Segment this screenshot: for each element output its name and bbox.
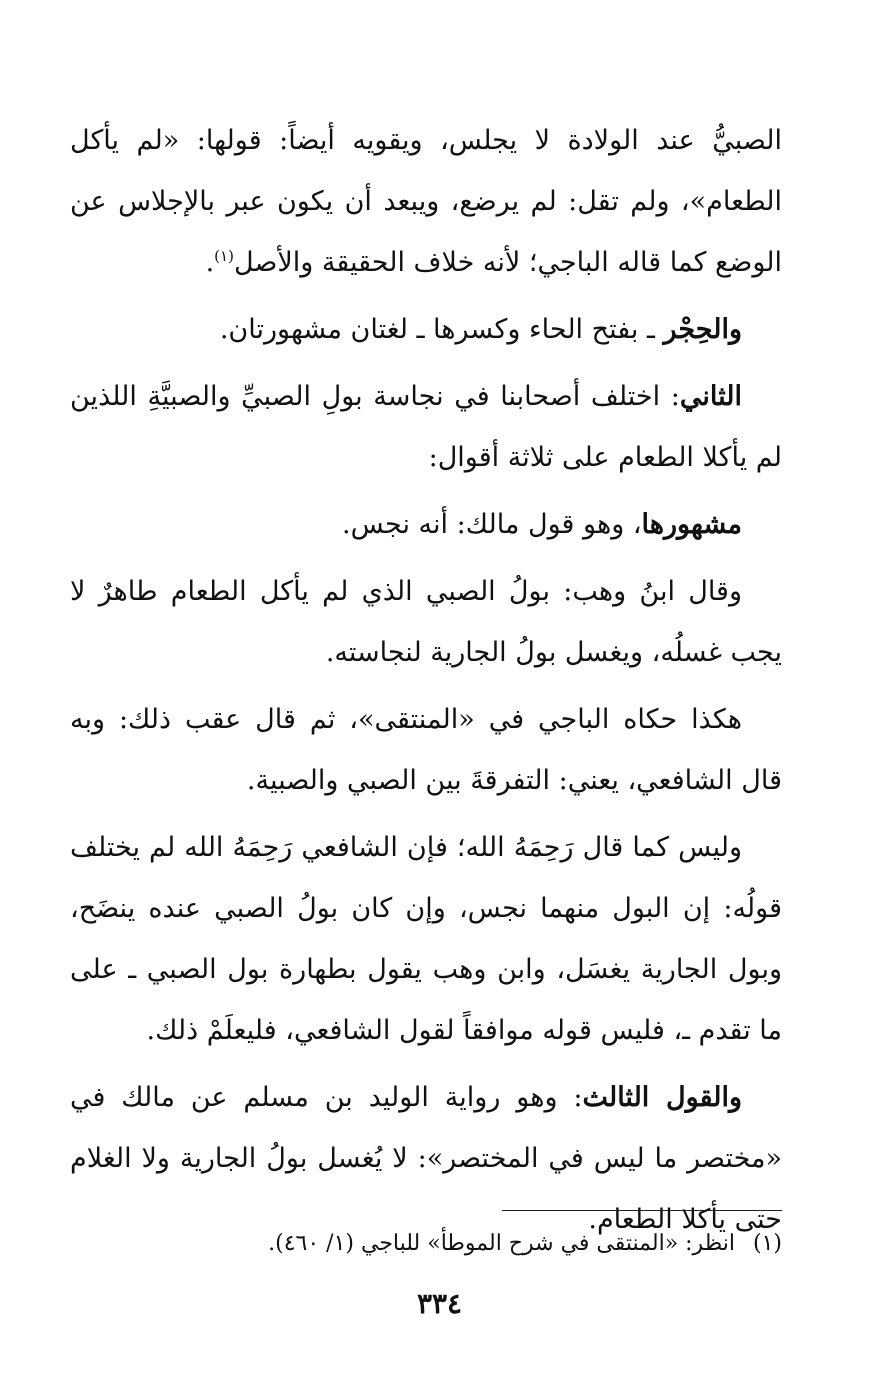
footnote-reference: (١) bbox=[214, 247, 234, 265]
paragraph-7-text: وليس كما قال رَحِمَهُ الله؛ فإن الشافعي رَحِمَهُ الله لم يختلف قولُه: إن البول منهما نجس، وإن كان بولُ الصبي عنده ينضَح، وبول الجارية يغسَل، وابن وهب يقول بطهارة بول الصبي ـ على ما تقدم ـ، فليس قوله موافقاً لقول الشافعي، فليعلَمْ ذلك. bbox=[70, 832, 782, 1046]
paragraph-7 bbox=[70, 817, 782, 1061]
paragraph-8-lead: والقول الثالث bbox=[582, 1082, 743, 1113]
page-number: ٣٣٤ bbox=[416, 1287, 463, 1320]
paragraph-3 bbox=[70, 366, 782, 488]
footnote bbox=[142, 1224, 782, 1264]
paragraph-1-tail: . bbox=[205, 247, 215, 278]
paragraph-3-text: : اختلف أصحابنا في نجاسة بولِ الصبيِّ والصبيَّةِ اللذين لم يأكلا الطعام على ثلاثة أقوال: bbox=[70, 381, 782, 473]
paragraph-6 bbox=[70, 689, 782, 811]
paragraph-3-lead: الثاني bbox=[679, 381, 742, 412]
paragraph-8 bbox=[70, 1067, 782, 1250]
paragraph-2 bbox=[70, 299, 782, 360]
paragraph-1-text: الصبيُّ عند الولادة لا يجلس، ويقويه أيضاً: قولها: «لم يأكل الطعام»، ولم تقل: لم يرضع، ويبعد أن يكون عبر بالإجلاس عن الوضع كما قاله الباجي؛ لأنه خلاف الحقيقة والأصل bbox=[70, 125, 782, 278]
paragraph-6-text: هكذا حكاه الباجي في «المنتقى»، ثم قال عقب ذلك: وبه قال الشافعي، يعني: التفرقةَ بين الصبي والصبية. bbox=[70, 704, 782, 796]
paragraph-5-text: وقال ابنُ وهب: بولُ الصبي الذي لم يأكل الطعام طاهرٌ لا يجب غسلُه، ويغسل بولُ الجارية لنجاسته. bbox=[70, 576, 782, 668]
footnote-text: انظر: «المنتقى في شرح الموطأ» للباجي (١/ ٤٦٠). bbox=[268, 1231, 735, 1256]
paragraph-1 bbox=[70, 110, 782, 293]
footnote-separator bbox=[502, 1210, 782, 1211]
page-body bbox=[70, 110, 782, 1256]
paragraph-4-text: ، وهو قول مالك: أنه نجس. bbox=[342, 509, 642, 540]
footnote-number: (١) bbox=[752, 1231, 782, 1256]
paragraph-5 bbox=[70, 561, 782, 683]
paragraph-4-lead: مشهورها bbox=[641, 509, 742, 540]
paragraph-4 bbox=[70, 494, 782, 555]
paragraph-8-text: : وهو رواية الوليد بن مسلم عن مالك في «مختصر ما ليس في المختصر»: لا يُغسل بولُ الجارية ولا الغلام حتى يأكلا الطعام. bbox=[70, 1082, 782, 1235]
paragraph-2-lead: والحِجْر bbox=[663, 314, 742, 345]
paragraph-2-text: ـ بفتح الحاء وكسرها ـ لغتان مشهورتان. bbox=[219, 314, 664, 345]
